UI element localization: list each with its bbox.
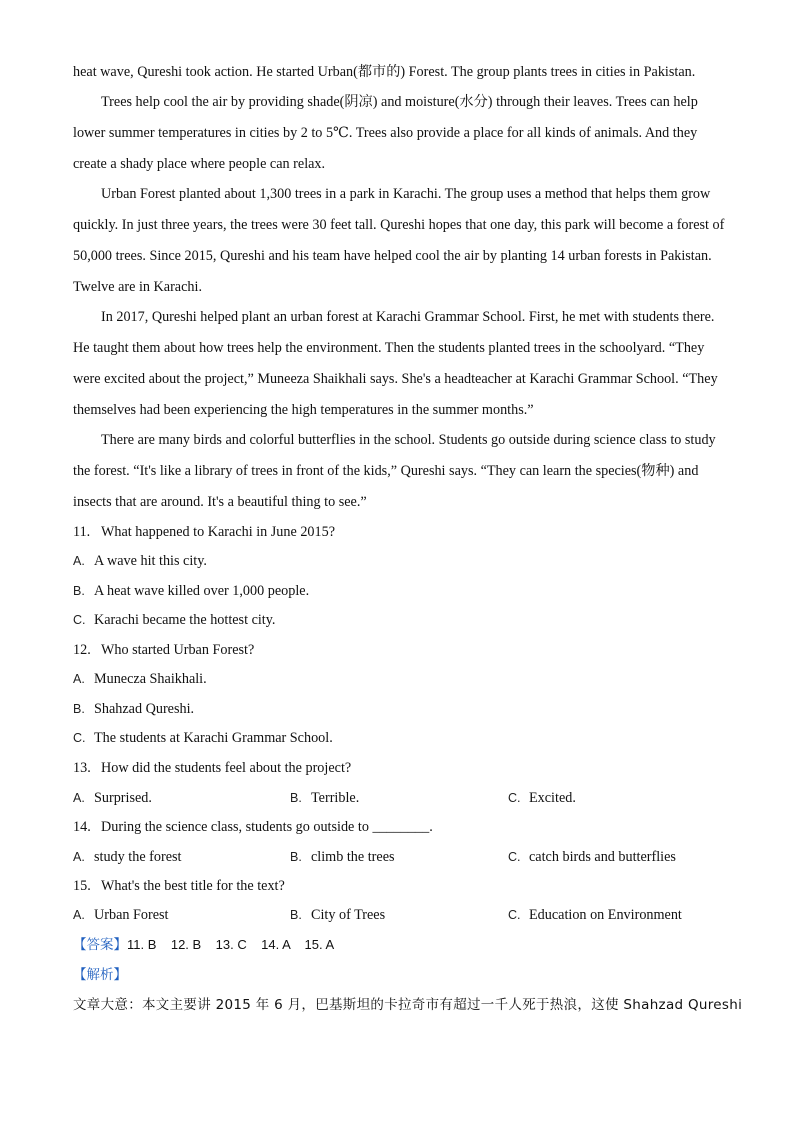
analysis-heading [73, 965, 127, 985]
option-14-c [508, 847, 676, 867]
option-15-a [73, 905, 168, 925]
question-text: What happened to Karachi in June 2015? [101, 524, 336, 540]
option-text: study the forest [94, 849, 182, 865]
option-text: A heat wave killed over 1,000 people. [94, 583, 310, 599]
option-text: catch birds and butterflies [529, 849, 676, 865]
option-text: A wave hit this city. [94, 553, 207, 569]
analysis-summary: 文章大意：本文主要讲 2015 年 6 月，巴基斯坦的卡拉奇市有超过一千人死于热浪，这使 Shahzad Qureshi [73, 997, 743, 1013]
option-13-a [73, 788, 152, 808]
passage-line: He taught them about how trees help the environment. Then the students planted trees in the schoolyard. “They [73, 340, 705, 356]
option-text: Education on Environment [529, 907, 682, 923]
passage-line: 50,000 trees. Since 2015, Qureshi and his team have helped cool the air by planting 14 urban forests in Pakistan. [73, 248, 712, 264]
option-letter: C. [508, 850, 521, 864]
question-number: 14. [73, 819, 91, 835]
option-text: Excited. [529, 790, 576, 806]
option-letter: B. [290, 791, 302, 805]
passage-line: create a shady place where people can relax. [73, 156, 326, 172]
passage-line: the forest. “It's like a library of trees in front of the kids,” Qureshi says. “They can learn the species(物种) and [73, 463, 699, 479]
option-letter: C. [73, 731, 86, 745]
answer-line [73, 935, 334, 955]
question-14 [73, 817, 433, 837]
question-number: 15. [73, 878, 91, 894]
option-letter: C. [508, 908, 521, 922]
question-13 [73, 758, 351, 778]
option-11-b [73, 581, 309, 601]
question-text: Who started Urban Forest? [101, 642, 255, 658]
option-13-b [290, 788, 359, 808]
option-letter: A. [73, 908, 85, 922]
option-letter: A. [73, 791, 85, 805]
option-12-a [73, 669, 207, 689]
passage-line: heat wave, Qureshi took action. He started Urban(都市的) Forest. The group plants trees in cities in Pakistan. [73, 64, 696, 80]
option-text: City of Trees [311, 907, 386, 923]
passage-line: There are many birds and colorful butterflies in the school. Students go outside during science class to study [101, 432, 716, 448]
answer-text: 11. B 12. B 13. C 14. A 15. A [127, 937, 335, 952]
option-15-c [508, 905, 682, 925]
question-text: During the science class, students go outside to ________. [101, 819, 433, 835]
question-number: 12. [73, 642, 91, 658]
passage-line: insects that are around. It's a beautiful thing to see.” [73, 494, 367, 510]
passage-line: lower summer temperatures in cities by 2 to 5℃. Trees also provide a place for all kinds of animals. And they [73, 125, 698, 141]
option-text: Munecza Shaikhali. [94, 671, 207, 687]
option-text: Karachi became the hottest city. [94, 612, 276, 628]
option-12-c [73, 728, 333, 748]
passage-line: were excited about the project,” Muneeza Shaikhali says. She's a headteacher at Karachi Grammar School. “They [73, 371, 718, 387]
passage-line: Trees help cool the air by providing shade(阴凉) and moisture(水分) through their leaves. Trees can help [101, 94, 698, 110]
option-13-c [508, 788, 576, 808]
passage-line: quickly. In just three years, the trees were 30 feet tall. Qureshi hopes that one day, this park will become a forest of [73, 217, 725, 233]
passage-line: Urban Forest planted about 1,300 trees in a park in Karachi. The group uses a method that helps them grow [101, 186, 711, 202]
passage-line: themselves had been experiencing the high temperatures in the summer months.” [73, 402, 534, 418]
option-letter: B. [73, 584, 85, 598]
question-text: How did the students feel about the project? [101, 760, 352, 776]
option-letter: A. [73, 850, 85, 864]
question-text: What's the best title for the text? [101, 878, 285, 894]
option-letter: C. [508, 791, 521, 805]
question-11 [73, 522, 335, 542]
option-text: Shahzad Qureshi. [94, 701, 195, 717]
passage-line: In 2017, Qureshi helped plant an urban forest at Karachi Grammar School. First, he met with students there. [101, 309, 715, 325]
option-text: Surprised. [94, 790, 152, 806]
option-letter: A. [73, 554, 85, 568]
option-14-b [290, 847, 395, 867]
option-14-a [73, 847, 181, 867]
option-11-c [73, 610, 275, 630]
analysis-tag: 【解析】 [73, 967, 127, 983]
question-12 [73, 640, 254, 660]
option-letter: B. [290, 908, 302, 922]
option-text: Urban Forest [94, 907, 169, 923]
option-letter: B. [73, 702, 85, 716]
option-letter: B. [290, 850, 302, 864]
question-number: 13. [73, 760, 91, 776]
answer-tag: 【答案】 [73, 937, 127, 953]
option-text: Terrible. [311, 790, 360, 806]
question-15 [73, 876, 285, 896]
passage-line: Twelve are in Karachi. [73, 279, 202, 295]
option-15-b [290, 905, 385, 925]
option-letter: C. [73, 613, 86, 627]
option-letter: A. [73, 672, 85, 686]
question-number: 11. [73, 524, 91, 540]
option-text: The students at Karachi Grammar School. [94, 730, 333, 746]
option-text: climb the trees [311, 849, 395, 865]
option-12-b [73, 699, 194, 719]
option-11-a [73, 551, 207, 571]
